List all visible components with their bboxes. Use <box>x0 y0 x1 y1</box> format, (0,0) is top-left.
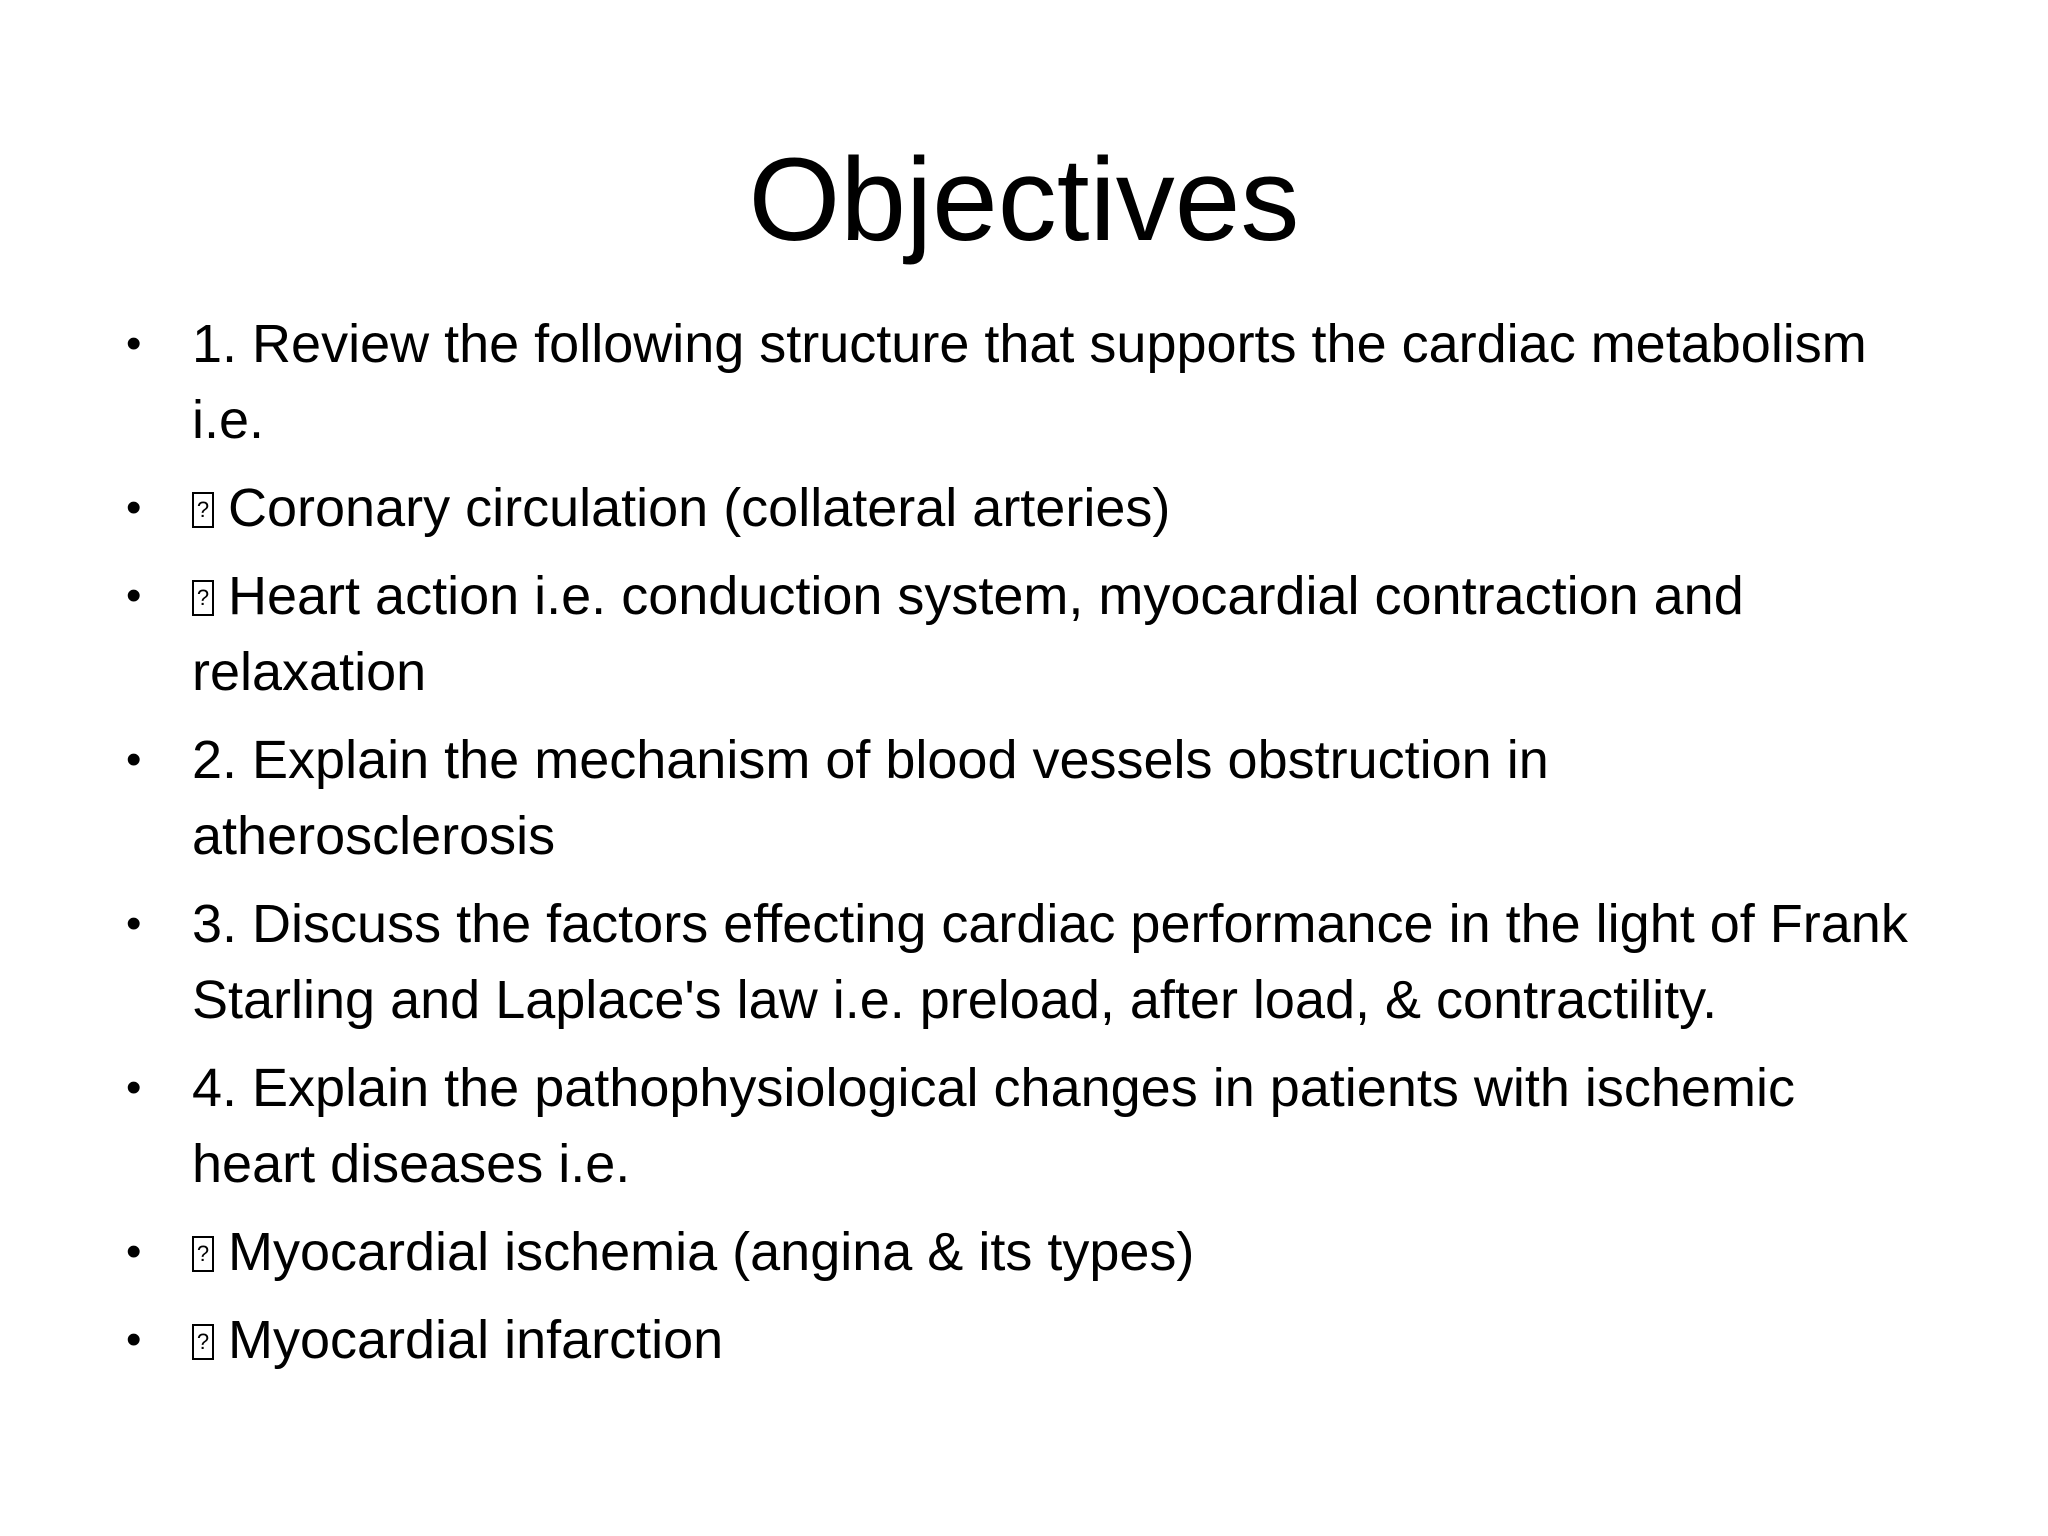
bullet-icon: • <box>126 483 142 532</box>
missing-glyph-icon <box>192 580 214 616</box>
objectives-list <box>120 306 1920 1390</box>
bullet-icon: • <box>126 319 142 368</box>
list-item <box>120 306 1920 458</box>
list-item <box>120 886 1920 1038</box>
list-item-text: 3. Discuss the factors effecting cardiac performance in the light of Frank Starling and Laplace's law i.e. preload, after load, & contractility. <box>192 894 1908 1030</box>
list-item-text: 1. Review the following structure that supports the cardiac metabolism i.e. <box>192 314 1867 450</box>
list-item-text: Heart action i.e. conduction system, myocardial contraction and relaxation <box>192 566 1744 702</box>
list-item <box>120 1050 1920 1202</box>
bullet-icon: • <box>126 571 142 620</box>
bullet-icon: • <box>126 899 142 948</box>
bullet-icon: • <box>126 1315 142 1364</box>
list-item-text: Myocardial ischemia (angina & its types) <box>228 1222 1195 1282</box>
list-item-text: Coronary circulation (collateral arteries) <box>228 478 1171 538</box>
bullet-icon: • <box>126 1063 142 1112</box>
missing-glyph-icon <box>192 1324 214 1360</box>
list-item <box>120 1302 1920 1378</box>
list-item <box>120 722 1920 874</box>
slide-title: Objectives <box>748 134 1300 266</box>
list-item-text: 4. Explain the pathophysiological changes in patients with ischemic heart diseases i.e. <box>192 1058 1795 1194</box>
missing-glyph-icon <box>192 1236 214 1272</box>
list-item <box>120 558 1920 710</box>
bullet-icon: • <box>126 735 142 784</box>
missing-glyph-icon <box>192 492 214 528</box>
list-item <box>120 1214 1920 1290</box>
list-item-text: Myocardial infarction <box>228 1310 724 1370</box>
bullet-icon: • <box>126 1227 142 1276</box>
list-item <box>120 470 1920 546</box>
list-item-text: 2. Explain the mechanism of blood vessels obstruction in atherosclerosis <box>192 730 1549 866</box>
